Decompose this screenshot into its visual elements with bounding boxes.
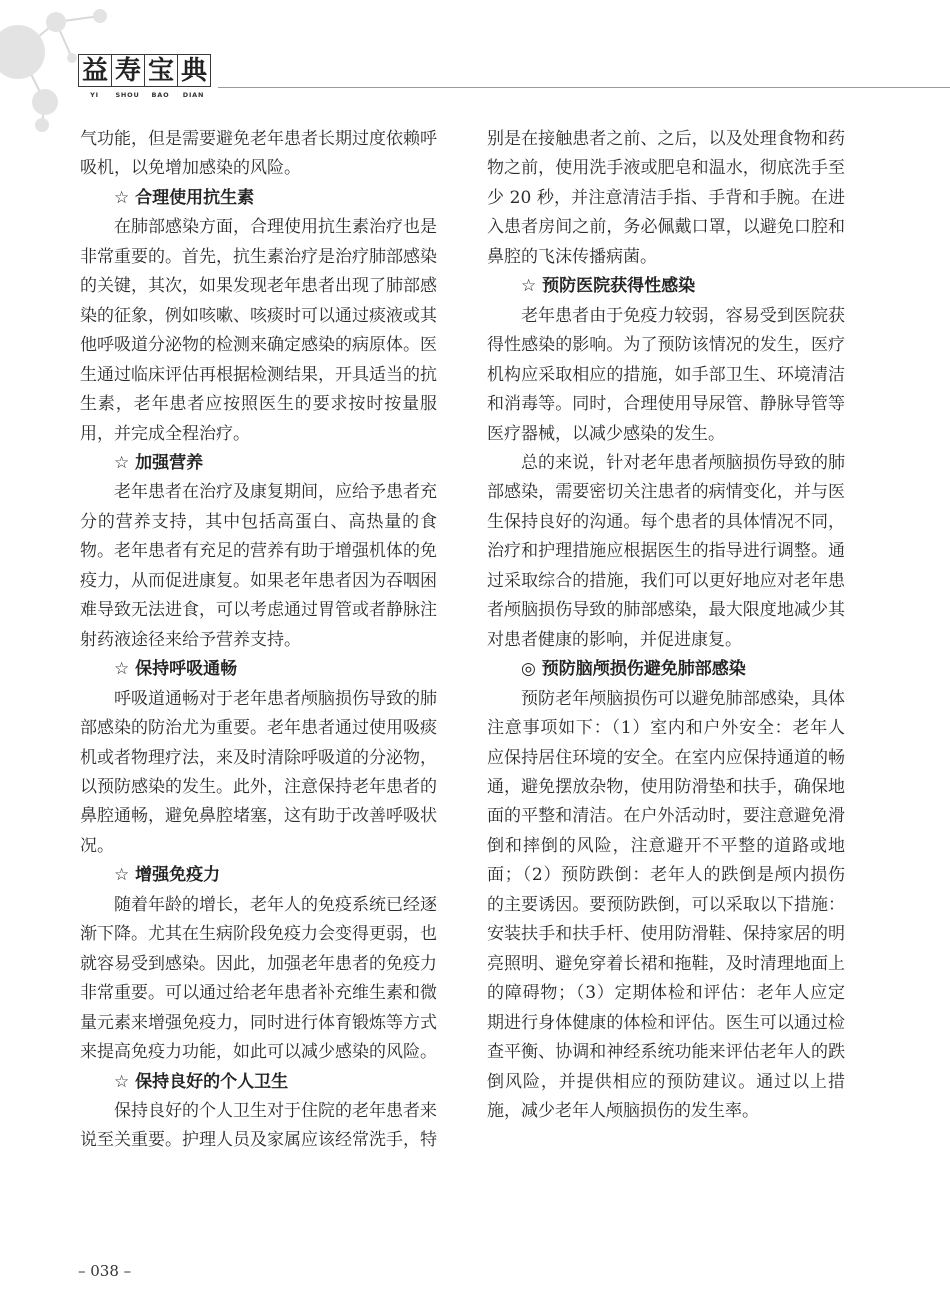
logo-char: 益: [78, 54, 112, 87]
continuation-paragraph: 气功能，但是需要避免老年患者长期过度依赖呼吸机，以免增加感染的风险。: [80, 129, 437, 179]
logo-pinyin-syllable: DIAN: [182, 91, 205, 99]
section-heading: ☆ 保持良好的个人卫生: [114, 1071, 289, 1092]
logo-pinyin: [78, 91, 210, 99]
logo-pinyin-syllable: SHOU: [115, 91, 140, 99]
continuation-paragraph: 别是在接触患者之前、之后，以及处理食物和药物之前，使用洗手液或肥皂和温水，彻底洗手至少 20 秒，并注意清洁手指、手背和手腕。在进入患者房间之前，务必佩戴口罩，以避免口腔和鼻腔的飞沫传播病菌。: [487, 129, 845, 267]
summary-paragraph: 总的来说，针对老年患者颅脑损伤导致的肺部感染，需要密切关注患者的病情变化，并与医生保持良好的沟通。每个患者的具体情况不同，治疗和护理措施应根据医生的指导进行调整。通过采取综合的措施，我们可以更好地应对老年患者颅脑损伤导致的肺部感染，最大限度地减少其对患者健康的影响，并促进康复。: [487, 452, 845, 650]
section-heading: ☆ 增强免疫力: [114, 865, 221, 886]
section-heading: ☆ 加强营养: [114, 452, 204, 473]
magazine-logo: [78, 54, 210, 87]
page-number: – 038 –: [78, 1262, 132, 1280]
body-paragraph: 保持良好的个人卫生对于住院的老年患者来说至关重要。护理人员及家属应该经常洗手，特: [80, 1100, 437, 1151]
body-paragraph: 在肺部感染方面，合理使用抗生素治疗也是非常重要的。首先，抗生素治疗是治疗肺部感染的关键，其次，如果发现老年患者出现了肺部感染的征象，例如咳嗽、咳痰时可以通过痰液或其他呼吸道分泌物的检测来确定感染的病原体。医生通过临床评估再根据检测结果，开具适当的抗生素，老年患者应按照医生的要求按时按量服用，并完成全程治疗。: [80, 217, 437, 444]
body-paragraph: 呼吸道通畅对于老年患者颅脑损伤导致的肺部感染的防治尤为重要。老年患者通过使用吸痰机或者物理疗法，来及时清除呼吸道的分泌物，以预防感染的发生。此外，注意保持老年患者的鼻腔通畅，避免鼻腔堵塞，这有助于改善呼吸状况。: [80, 688, 437, 856]
section-heading: ☆ 保持呼吸通畅: [114, 659, 238, 680]
body-paragraph: 老年患者由于免疫力较弱，容易受到医院获得性感染的影响。为了预防该情况的发生，医疗机构应采取相应的措施，如手部卫生、环境清洁和消毒等。同时，合理使用导尿管、静脉导管等医疗器械，以减少感染的发生。: [487, 305, 845, 444]
section-heading: ☆ 合理使用抗生素: [114, 187, 255, 208]
header-divider: [218, 87, 950, 88]
right-column: [487, 125, 845, 1165]
logo-char: 宝: [144, 54, 178, 87]
section-heading: ◎ 预防脑颅损伤避免肺部感染: [521, 659, 746, 680]
body-paragraph: 老年患者在治疗及康复期间，应给予患者充分的营养支持，其中包括高蛋白、高热量的食物。老年患者有充足的营养有助于增强机体的免疫力，从而促进康复。如果老年患者因为吞咽困难导致无法进食，可以考虑通过胃管或者静脉注射药液途径来给予营养支持。: [80, 482, 437, 650]
left-column: [80, 125, 437, 1165]
logo-char: 寿: [111, 54, 145, 87]
body-paragraph: 预防老年颅脑损伤可以避免肺部感染，具体注意事项如下：（1）室内和户外安全：老年人应保持居住环境的安全。在室内应保持通道的畅通，避免摆放杂物，使用防滑垫和扶手，确保地面的平整和清洁。在户外活动时，要注意避免滑倒和摔倒的风险，注意避开不平整的道路或地面；（2）预防跌倒：老年人的跌倒是颅内损伤的主要诱因。要预防跌倒，可以采取以下措施：安装扶手和扶手杆、使用防滑鞋、保持家居的明亮照明、避免穿着长裙和拖鞋，及时清理地面上的障碍物；（3）定期体检和评估：老年人应定期进行身体健康的体检和评估。医生可以通过检查平衡、协调和神经系统功能来评估老年人的跌倒风险，并提供相应的预防建议。通过以上措施，减少老年人颅脑损伤的发生率。: [487, 688, 845, 1121]
logo-pinyin-syllable: YI: [90, 91, 99, 99]
logo-char: 典: [177, 54, 211, 87]
logo-pinyin-syllable: BAO: [151, 91, 170, 99]
body-paragraph: 随着年龄的增长，老年人的免疫系统已经逐渐下降。尤其在生病阶段免疫力会变得更弱，也就容易受到感染。因此，加强老年患者的免疫力非常重要。可以通过给老年患者补充维生素和微量元素来增强免疫力，同时进行体育锻炼等方式来提高免疫力功能，如此可以减少感染的风险。: [80, 894, 437, 1063]
section-heading: ☆ 预防医院获得性感染: [521, 276, 696, 297]
